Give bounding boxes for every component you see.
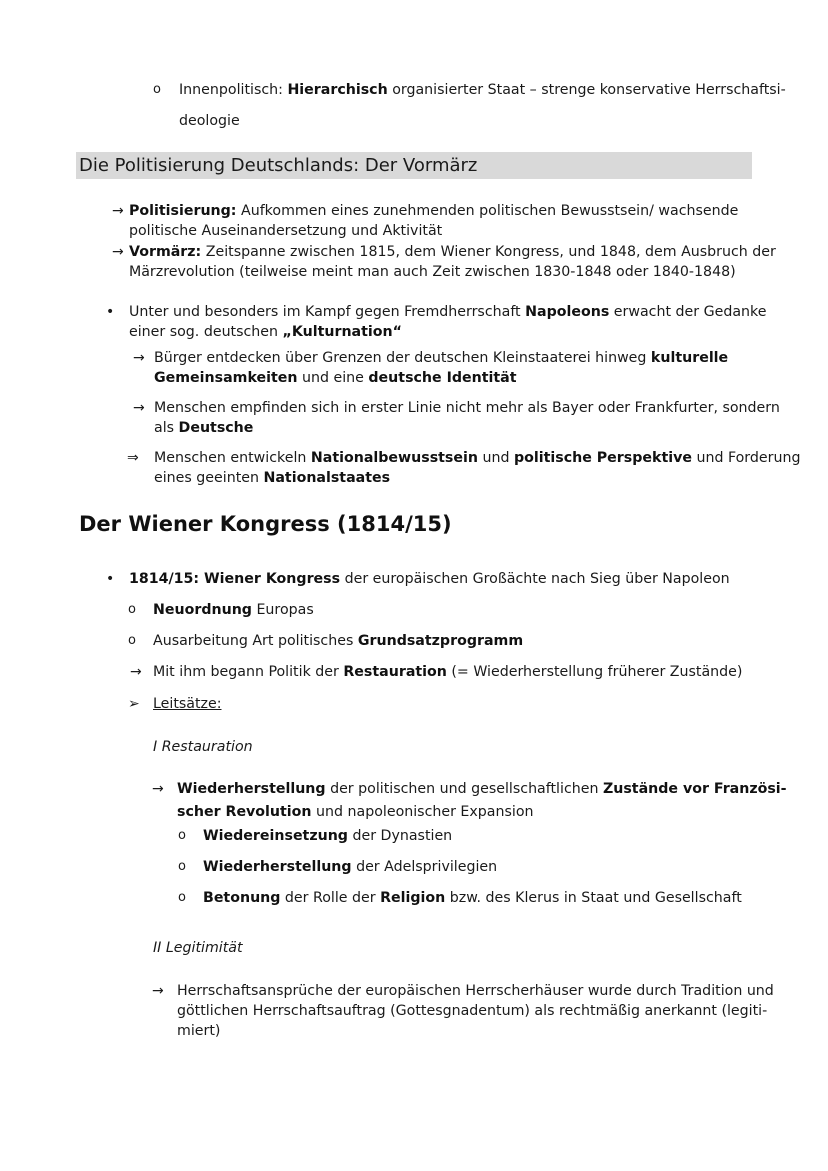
text: und eine (297, 370, 369, 386)
restauration-line (153, 662, 742, 682)
text: eines geeinten (154, 470, 264, 486)
text: der Dynastien (347, 828, 453, 844)
bold-text: Gemeinsamkeiten (154, 370, 298, 386)
adelsprivilegien-line (203, 857, 497, 877)
chevron-icon: ➢ (128, 696, 140, 712)
text: (= Wiederherstellung früherer Zustände) (446, 664, 743, 680)
section-heading-wiener-kongress: Der Wiener Kongress (1814/15) (79, 512, 452, 536)
bullet-icon: • (106, 571, 115, 587)
menschen-line: Menschen empfinden sich in erster Linie nicht mehr als Bayer oder Frankfurter, sondern (154, 400, 780, 416)
legitimitaet-line-2: göttlichen Herrschaftsauftrag (Gottesgnadentum) als rechtmäßig anerkannt (legiti- (177, 1003, 768, 1019)
circle-bullet-icon: o (128, 633, 136, 648)
buerger-line (154, 348, 728, 368)
bold-text: Deutsche (178, 420, 254, 436)
arrow-icon: → (112, 203, 124, 219)
bold-text: „Kulturnation“ (282, 324, 402, 340)
legitimitaet-line-3: miert) (177, 1023, 221, 1039)
bold-text: Napoleons (525, 304, 610, 320)
wiederherstellung-line-2 (177, 802, 534, 822)
bold-text: deutsche Identität (368, 370, 517, 386)
grundsatzprogramm-line (153, 631, 523, 651)
politisierung-line (129, 201, 738, 221)
legitimitaet-subheading: II Legitimität (153, 940, 243, 956)
bold-text: Wiederherstellung (203, 859, 352, 875)
bold-text: Wiedereinsetzung (203, 828, 348, 844)
nationalbewusstsein-line (154, 448, 800, 468)
arrow-icon: → (112, 244, 124, 260)
religion-line (203, 888, 742, 908)
text: Aufkommen eines zunehmenden politischen Bewusstsein/ wachsende (236, 203, 739, 219)
bold-text: Politisierung: (129, 203, 237, 219)
text: einer sog. deutschen (129, 324, 283, 340)
text: Europas (251, 602, 314, 618)
bold-text: Grundsatzprogramm (357, 633, 524, 649)
bold-text: Neuordnung (153, 602, 252, 618)
text: und (477, 450, 514, 466)
text: Mit ihm begann Politik der (153, 664, 344, 680)
text: erwacht der Gedanke (609, 304, 767, 320)
bold-text: Betonung (203, 890, 281, 906)
text: als (154, 420, 179, 436)
circle-bullet-icon: o (153, 82, 161, 97)
leitsaetze-label: Leitsätze: (153, 696, 222, 712)
text: der Rolle der (280, 890, 381, 906)
bold-text: Religion (380, 890, 446, 906)
text: der europäischen Großächte nach Sieg über Napoleon (340, 571, 730, 587)
circle-bullet-icon: o (178, 859, 186, 874)
bold-text: politische Perspektive (513, 450, 692, 466)
menschen-line-2 (154, 418, 253, 438)
bold-text: Nationalstaates (263, 470, 391, 486)
innenpolitisch-line (179, 80, 786, 100)
circle-bullet-icon: o (178, 828, 186, 843)
text: und napoleonischer Expansion (311, 804, 534, 820)
bold-text: Restauration (343, 664, 447, 680)
text: und Forderung (691, 450, 801, 466)
text: Zeitspanne zwischen 1815, dem Wiener Kongress, und 1848, dem Ausbruch der (201, 244, 776, 260)
buerger-line-2 (154, 368, 517, 388)
dynastien-line (203, 826, 452, 846)
arrow-icon: → (133, 400, 145, 416)
politisierung-line-2: politische Auseinandersetzung und Aktivität (129, 223, 443, 239)
section-heading-vormaerz: Die Politisierung Deutschlands: Der Vormärz (79, 155, 478, 176)
text: der Adelsprivilegien (351, 859, 498, 875)
text: Innenpolitisch: (179, 82, 288, 98)
nationalbewusstsein-line-2 (154, 468, 390, 488)
text: bzw. des Klerus in Staat und Gesellschaft (445, 890, 742, 906)
bold-text: Hierarchisch (287, 82, 388, 98)
text: Bürger entdecken über Grenzen der deutschen Kleinstaaterei hinweg (154, 350, 651, 366)
bold-text: Vormärz: (129, 244, 202, 260)
legitimitaet-line: Herrschaftsansprüche der europäischen Herrscherhäuser wurde durch Tradition und (177, 983, 774, 999)
arrow-icon: → (152, 983, 164, 999)
bold-text: 1814/15: Wiener Kongress (129, 571, 341, 587)
bold-text: Zustände vor Französi- (602, 781, 787, 797)
kulturnation-line (129, 302, 766, 322)
arrow-icon: → (133, 350, 145, 366)
bold-text: kulturelle (650, 350, 729, 366)
bold-text: scher Revolution (177, 804, 312, 820)
arrow-icon: → (130, 664, 142, 680)
text: der politischen und gesellschaftlichen (325, 781, 603, 797)
wiener-kongress-line (129, 569, 730, 589)
vormaerz-line-2: Märzrevolution (teilweise meint man auch Zeit zwischen 1830-1848 oder 1840-1848) (129, 264, 736, 280)
text: Unter und besonders im Kampf gegen Fremdherrschaft (129, 304, 526, 320)
bold-text: Nationalbewusstsein (310, 450, 478, 466)
neuordnung-line (153, 600, 314, 620)
text: Menschen entwickeln (154, 450, 311, 466)
bold-text: Wiederherstellung (177, 781, 326, 797)
arrow-icon: → (152, 781, 164, 797)
wiederherstellung-line (177, 779, 787, 799)
circle-bullet-icon: o (128, 602, 136, 617)
circle-bullet-icon: o (178, 890, 186, 905)
text: Ausarbeitung Art politisches (153, 633, 358, 649)
text: organisierter Staat – strenge konservative Herrschaftsi- (387, 82, 786, 98)
innenpolitisch-line-2: deologie (179, 113, 240, 129)
kulturnation-line-2 (129, 322, 402, 342)
vormaerz-line (129, 242, 776, 262)
double-arrow-icon: ⇒ (127, 450, 139, 466)
bullet-icon: • (106, 304, 115, 320)
restauration-subheading: I Restauration (153, 739, 253, 755)
